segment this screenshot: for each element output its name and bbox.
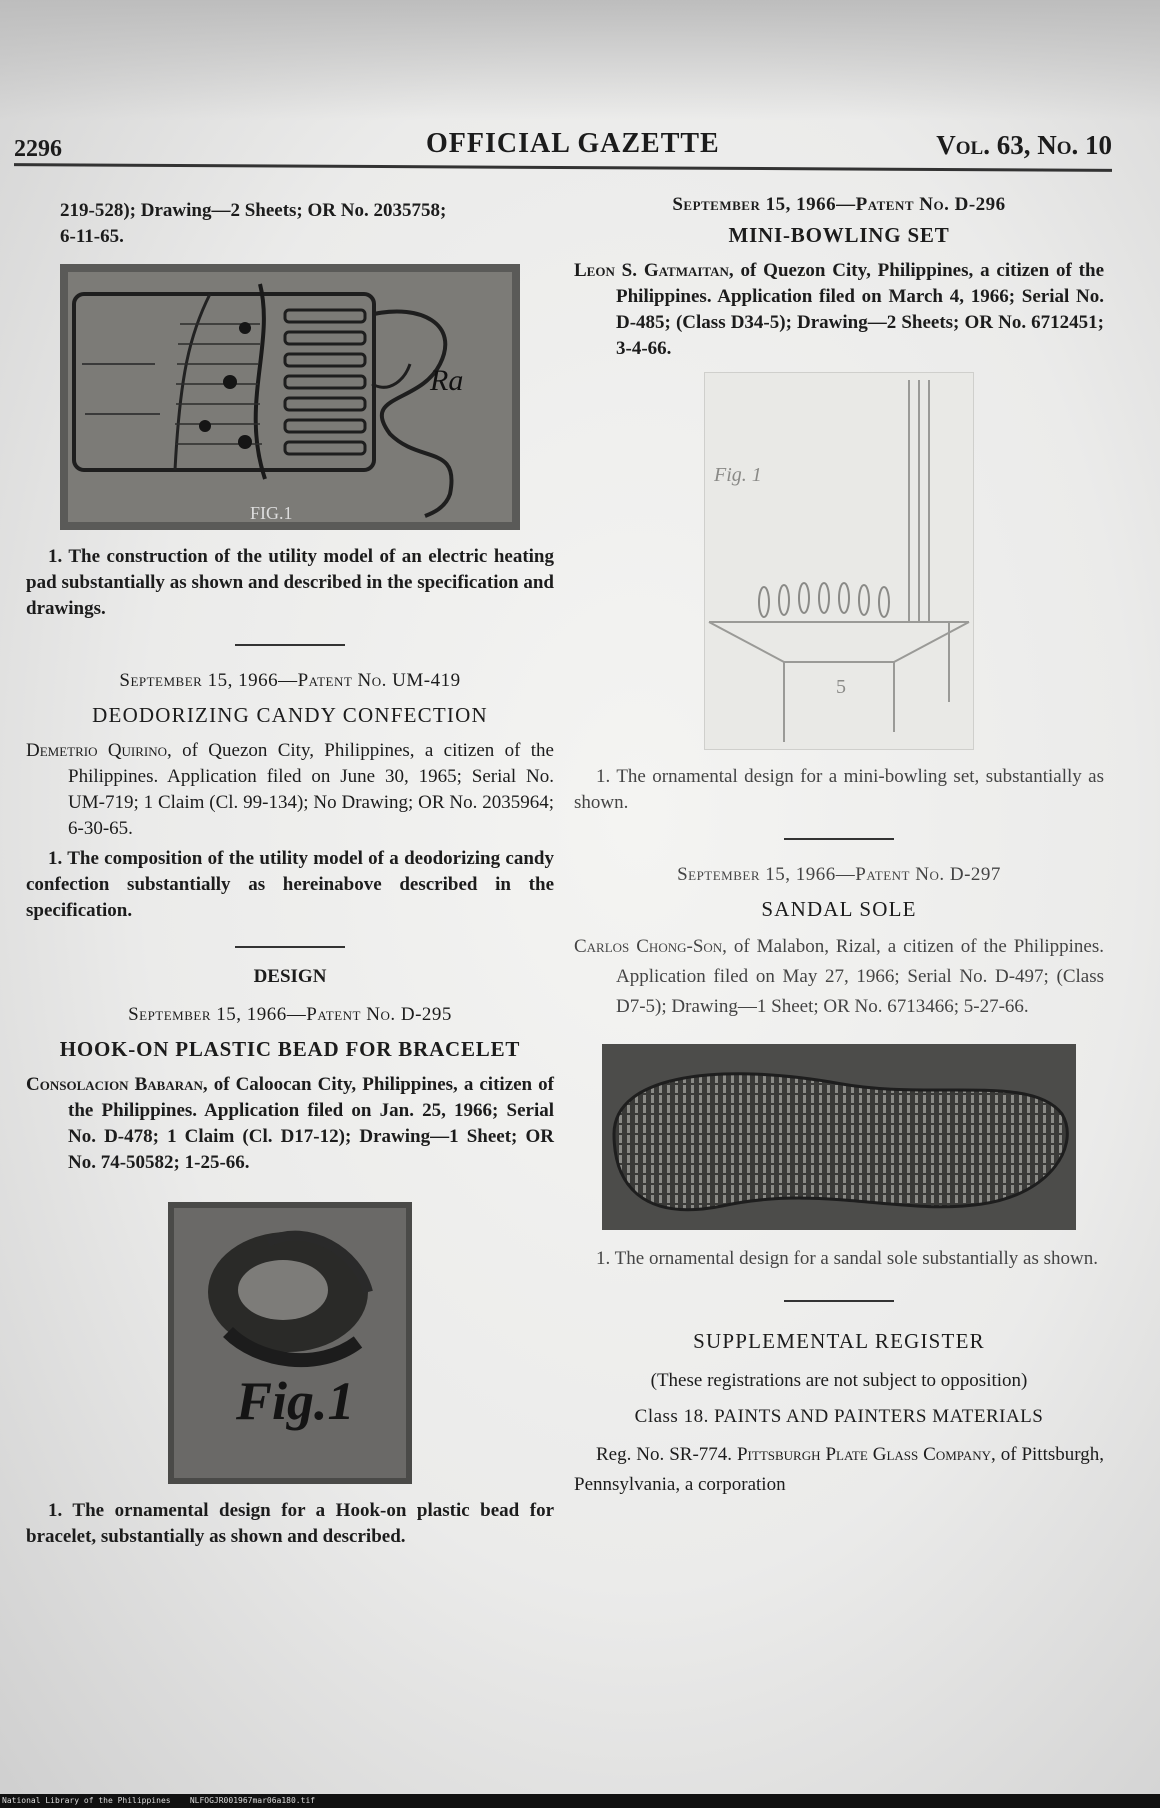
d295-title: HOOK-ON PLASTIC BEAD FOR BRACELET <box>59 1037 521 1061</box>
section-divider <box>784 838 894 840</box>
continued-entry <box>26 198 554 250</box>
footer-library: National Library of the Philippines <box>2 1796 171 1805</box>
right-column <box>574 192 1104 1500</box>
section-divider <box>235 946 345 948</box>
heating-pad-claim: 1. The construction of the utility model of an electric heating pad substantially as shown and described in the specification and drawings. <box>26 546 554 619</box>
bead-drawing <box>168 1202 412 1484</box>
d297-title: SANDAL SOLE <box>761 897 917 921</box>
d295-applicant: Consolacion Babaran <box>26 1074 203 1095</box>
class-line: Class 18. PAINTS AND PAINTERS MATERIALS <box>634 1406 1044 1427</box>
d296-applicant: Leon S. Gatmaitan <box>574 260 729 281</box>
heating-pad-fig-label: FIG.1 <box>250 503 293 523</box>
reg-details: , of Pittsburgh, Pennsylvania, a corporation <box>574 1444 1104 1495</box>
page-number: 2296 <box>14 136 62 162</box>
um419-title: DEODORIZING CANDY CONFECTION <box>92 703 488 727</box>
gazette-title: OFFICIAL GAZETTE <box>426 128 720 159</box>
section-divider <box>235 644 345 646</box>
bowling-fig-number: 5 <box>836 676 846 698</box>
d297-details: , of Malabon, Rizal, a citizen of the Philippines. Application filed on May 27, 1966; Serial No. D-497; (Class D7-5); Drawing—1 Sheet; OR No. 6713466; 5-27-66. <box>616 936 1104 1017</box>
bowling-figure <box>704 372 974 750</box>
section-divider <box>784 1300 894 1302</box>
um419-applicant: Demetrio Quirino <box>26 740 168 761</box>
left-column <box>26 198 554 1550</box>
reg-company: Pittsburgh Plate Glass Company <box>736 1444 991 1465</box>
d295-claim: 1. The ornamental design for a Hook-on plastic bead for bracelet, substantially as shown and described. <box>26 1500 554 1547</box>
sandal-drawing <box>602 1044 1076 1230</box>
d296-date-line: September 15, 1966—Patent No. D-296 <box>672 194 1006 215</box>
supplemental-note: (These registrations are not subject to opposition) <box>650 1370 1028 1391</box>
sandal-figure <box>602 1044 1076 1230</box>
continued-line-2: 6-11-65. <box>60 226 124 247</box>
volume-issue: Vol. 63, No. 10 <box>936 130 1112 160</box>
reg-entry <box>574 1440 1104 1500</box>
d295-details: , of Caloocan City, Philippines, a citizen of the Philippines. Application filed on Jan. 25, 1966; Serial No. D-478; 1 Claim (Cl. D17-12); Drawing—1 Sheet; OR No. 74-50582; 1-25-66. <box>68 1074 554 1173</box>
d297-claim: 1. The ornamental design for a sandal sole substantially as shown. <box>596 1248 1098 1269</box>
d297-entry <box>574 932 1104 1022</box>
design-heading: DESIGN <box>253 966 327 987</box>
supplemental-heading: SUPPLEMENTAL REGISTER <box>693 1329 985 1353</box>
bowling-fig-label: Fig. 1 <box>714 464 762 486</box>
um419-claim: 1. The composition of the utility model of a deodorizing candy confection substantially as hereinabove described in the specification. <box>26 848 554 921</box>
page-header <box>14 118 1112 160</box>
header-rule <box>14 163 1112 172</box>
bead-figure <box>168 1202 412 1484</box>
d296-entry <box>574 258 1104 362</box>
heating-pad-annotation: Ra <box>430 364 464 397</box>
continued-line-1: 219-528); Drawing—2 Sheets; OR No. 2035758; <box>60 200 447 221</box>
d296-title: MINI-BOWLING SET <box>728 223 950 247</box>
footer-file: NLFOGJR001967mar06a180.tif <box>189 1796 316 1805</box>
um419-date-line: September 15, 1966—Patent No. UM-419 <box>119 670 461 691</box>
reg-number: Reg. No. SR-774. <box>596 1444 737 1465</box>
d297-date-line: September 15, 1966—Patent No. D-297 <box>677 864 1001 885</box>
d295-date-line: September 15, 1966—Patent No. D-295 <box>128 1004 452 1025</box>
um419-entry <box>26 738 554 842</box>
scan-shadow <box>0 0 1160 120</box>
heating-pad-drawing <box>60 264 520 530</box>
d296-claim: 1. The ornamental design for a mini-bowling set, substantially as shown. <box>574 766 1104 813</box>
um419-details: , of Quezon City, Philippines, a citizen of the Philippines. Application filed on June 30, 1965; Serial No. UM-719; 1 Claim (Cl. 99-134); No Drawing; OR No. 2035964; 6-30-65. <box>68 740 554 839</box>
bead-fig-label: Fig.1 <box>236 1371 355 1431</box>
d297-applicant: Carlos Chong-Son <box>574 936 723 957</box>
d296-details: , of Quezon City, Philippines, a citizen of the Philippines. Application filed on March 4, 1966; Serial No. D-485; (Class D34-5); Drawing—2 Sheets; OR No. 6712451; 3-4-66. <box>616 260 1105 359</box>
scan-footer <box>0 1794 1160 1808</box>
d295-entry <box>26 1072 554 1176</box>
heating-pad-figure <box>60 264 520 530</box>
